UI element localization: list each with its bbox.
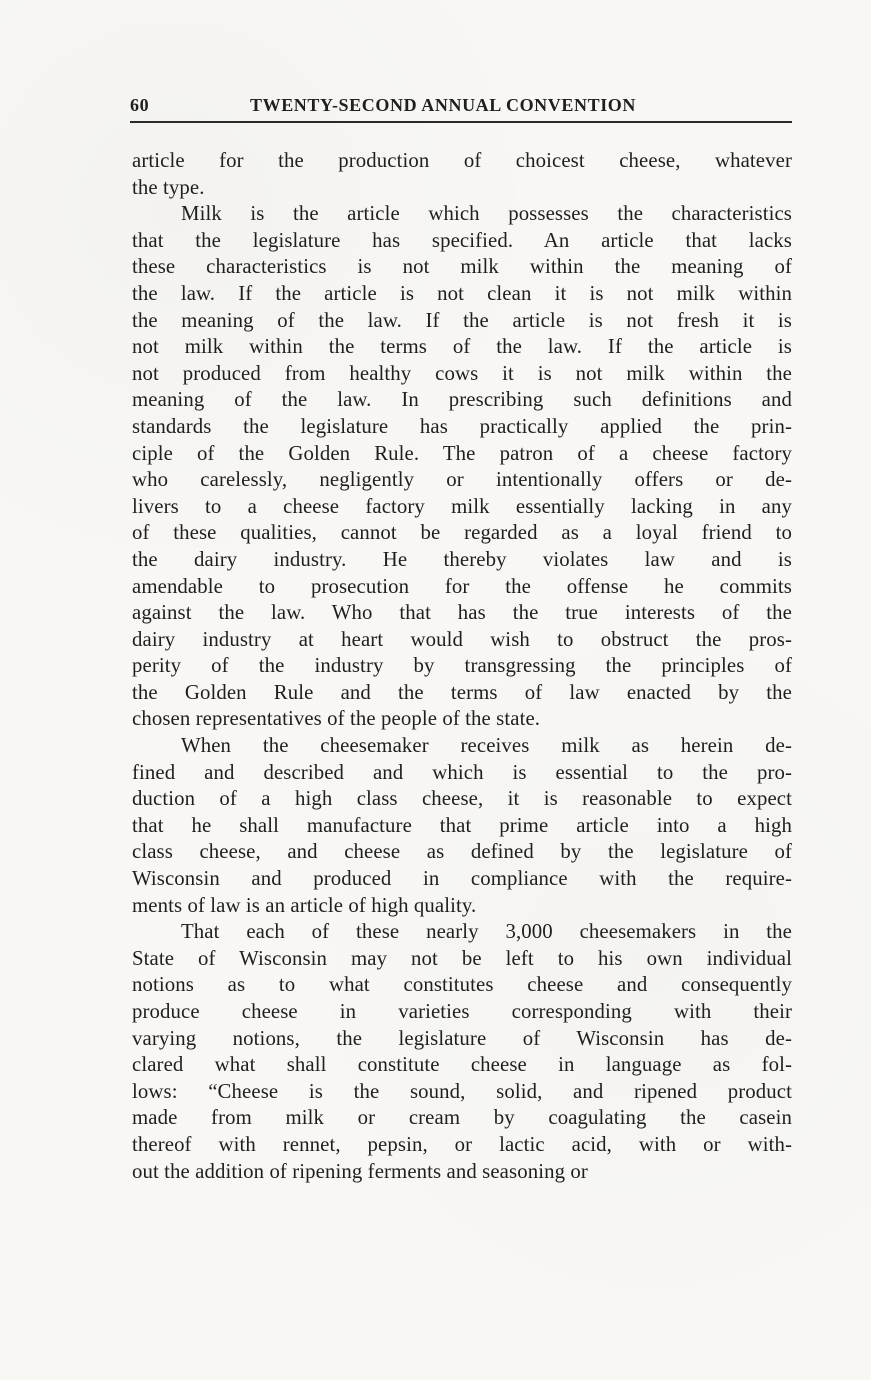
text-line: amendable to prosecution for the offense he commits bbox=[132, 574, 792, 598]
text-line: against the law. Who that has the true interests of the bbox=[132, 601, 792, 625]
text-line: fined and described and which is essential to the pro- bbox=[132, 760, 792, 784]
paragraph-1 bbox=[132, 148, 792, 201]
paragraph-3 bbox=[132, 733, 792, 919]
text-line: dairy industry at heart would wish to obstruct the pros- bbox=[132, 627, 792, 651]
page-number: 60 bbox=[130, 95, 150, 115]
text-line: That each of these nearly 3,000 cheesemakers in the bbox=[181, 920, 792, 944]
text-line: produce cheese in varieties corresponding with their bbox=[132, 1000, 792, 1023]
text-line: thereof with rennet, pepsin, or lactic acid, with or with- bbox=[132, 1132, 792, 1156]
paragraph-4 bbox=[132, 919, 792, 1185]
text-line: who carelessly, negligently or intentionally offers or de- bbox=[132, 468, 792, 492]
text-line: notions as to what constitutes cheese and consequently bbox=[132, 973, 792, 997]
body-text bbox=[132, 148, 792, 1185]
paragraph-2 bbox=[132, 201, 792, 733]
text-line: When the cheesemaker receives milk as herein de- bbox=[181, 734, 792, 758]
text-line: Milk is the article which possesses the characteristics bbox=[181, 202, 792, 226]
text-line: ments of law is an article of high quality. bbox=[132, 893, 477, 917]
text-line: varying notions, the legislature of Wisconsin has de- bbox=[132, 1026, 792, 1050]
text-line: that the legislature has specified. An article that lacks bbox=[132, 228, 792, 252]
text-line: perity of the industry by transgressing the principles of bbox=[132, 654, 792, 678]
text-line: lows: “Cheese is the sound, solid, and ripened product bbox=[132, 1079, 792, 1103]
page-header bbox=[130, 95, 792, 123]
running-head: TWENTY-SECOND ANNUAL CONVENTION bbox=[250, 95, 637, 115]
text-line: not produced from healthy cows it is not milk within the bbox=[132, 361, 792, 385]
text-line: meaning of the law. In prescribing such definitions and bbox=[132, 388, 792, 412]
text-line: these characteristics is not milk within the meaning of bbox=[132, 255, 792, 279]
text-line: that he shall manufacture that prime article into a high bbox=[132, 813, 792, 837]
text-line: clared what shall constitute cheese in language as fol- bbox=[132, 1053, 792, 1077]
text-line: State of Wisconsin may not be left to his own individual bbox=[132, 946, 792, 970]
header-rule bbox=[130, 121, 792, 123]
text-line: the Golden Rule and the terms of law enacted by the bbox=[132, 680, 792, 704]
text-line: the law. If the article is not clean it is not milk within bbox=[132, 281, 792, 305]
text-line: the type. bbox=[132, 175, 205, 199]
text-line: duction of a high class cheese, it is reasonable to expect bbox=[132, 787, 792, 811]
text-line: made from milk or cream by coagulating the casein bbox=[132, 1106, 792, 1130]
text-line: out the addition of ripening ferments and seasoning or bbox=[132, 1159, 588, 1183]
text-line: not milk within the terms of the law. If the article is bbox=[132, 335, 792, 359]
text-line: the meaning of the law. If the article is not fresh it is bbox=[132, 308, 792, 332]
text-line: ciple of the Golden Rule. The patron of a cheese factory bbox=[132, 441, 792, 465]
text-line: of these qualities, cannot be regarded as a loyal friend to bbox=[132, 521, 792, 545]
text-line: Wisconsin and produced in compliance with the require- bbox=[132, 867, 792, 891]
text-line: chosen representatives of the people of the state. bbox=[132, 707, 541, 731]
text-line: livers to a cheese factory milk essentially lacking in any bbox=[132, 494, 792, 518]
text-line: class cheese, and cheese as defined by the legislature of bbox=[132, 840, 792, 864]
text-line: standards the legislature has practically applied the prin- bbox=[132, 414, 792, 438]
text-line: article for the production of choicest cheese, whatever bbox=[132, 149, 792, 172]
text-line: the dairy industry. He thereby violates law and is bbox=[132, 547, 792, 571]
